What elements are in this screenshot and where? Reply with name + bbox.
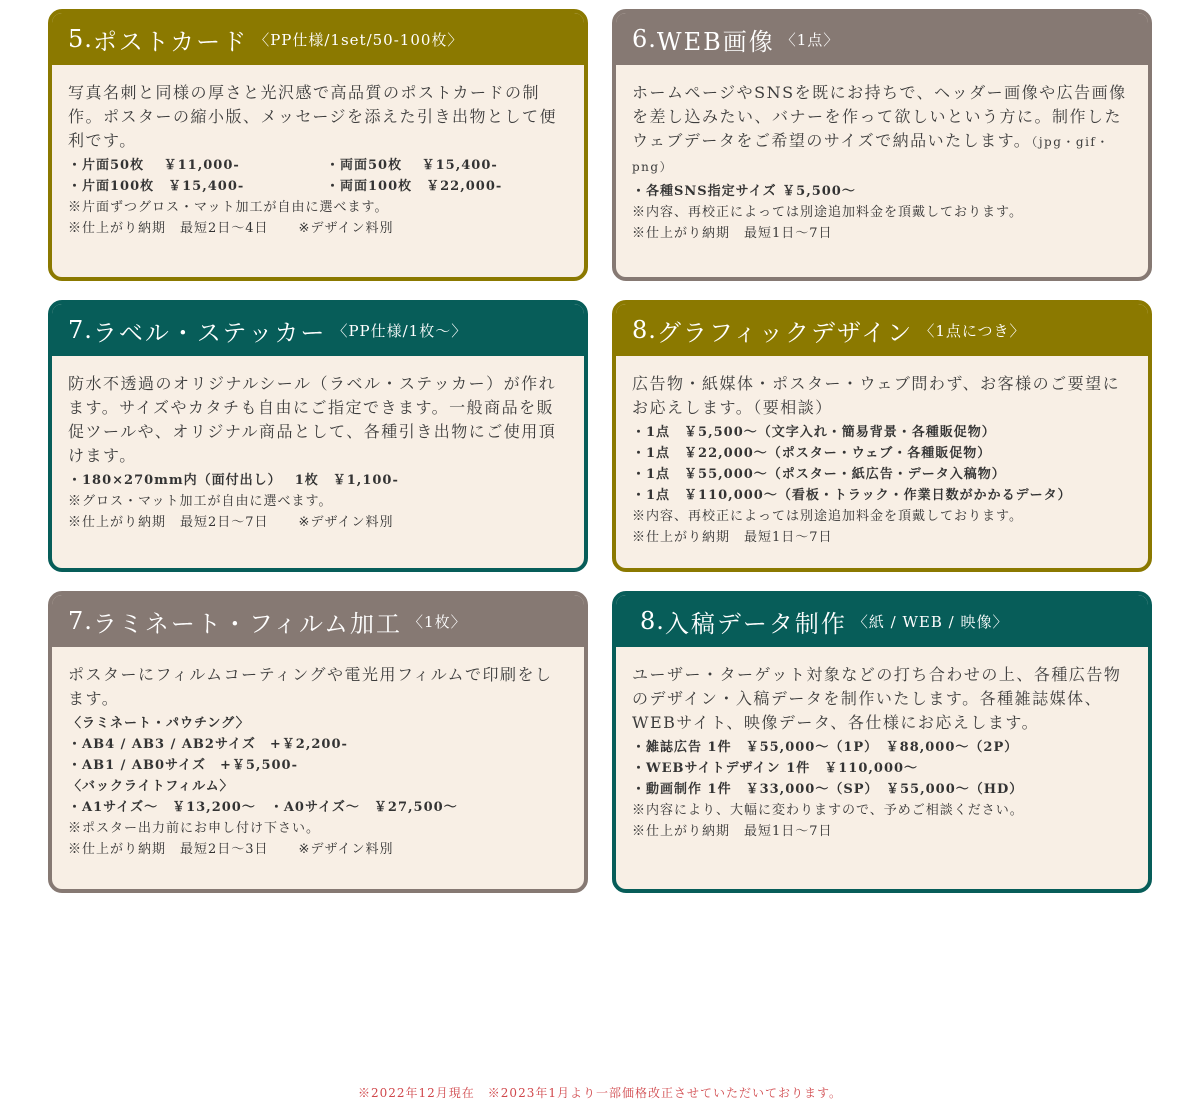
price-item: ・片面100枚 ￥15,400- (68, 179, 245, 194)
card-header (616, 595, 1148, 647)
card-number: 5. (68, 25, 93, 53)
card-description: ポスターにフィルムコーティングや電光用フィルムで印刷をします。 (68, 665, 553, 708)
card-number: 6. (632, 25, 657, 53)
note: ※内容、再校正によっては別途追加料金を頂戴しております。 (632, 205, 1023, 220)
card-header (52, 13, 584, 65)
card-subtitle: 〈1枚〉 (408, 612, 467, 631)
card-body (52, 647, 584, 860)
note: ※デザイン料別 (298, 221, 394, 236)
card-web-image (612, 9, 1152, 281)
card-description (632, 81, 1132, 179)
card-title: グラフィックデザイン (656, 318, 914, 347)
card-title: ポストカード (92, 27, 249, 56)
note-row (68, 218, 568, 239)
price-item: ・各種SNS指定サイズ ￥5,500～ (632, 184, 856, 199)
price-item: ・A1サイズ～ ￥13,200～ ・A0サイズ～ ￥27,500～ (68, 800, 458, 815)
price-item: ・AB4 / AB3 / AB2サイズ +￥2,200- (68, 737, 348, 752)
card-subtitle: 〈PP仕様/1枚～〉 (332, 321, 468, 340)
card-title: 入稿データ制作 (664, 609, 847, 638)
price-item: ・片面50枚 ￥11,000- (68, 158, 240, 173)
note: ※グロス・マット加工が自由に選べます。 (68, 494, 333, 509)
price-item: ・雑誌広告 1件 ￥55,000～（1P） ￥88,000～（2P） (632, 740, 1019, 755)
price-item: ・WEBサイトデザイン 1件 ￥110,000～ (632, 761, 919, 776)
note: ※仕上がり納期 最短1日～7日 (632, 226, 833, 241)
note: ※ポスター出力前にお申し付け下さい。 (68, 821, 321, 836)
price-item: ・両面100枚 ￥22,000- (326, 179, 503, 194)
card-number: 8. (632, 316, 657, 344)
price-item: ・1点 ￥55,000～（ポスター・紙広告・データ入稿物） (632, 467, 1006, 482)
note: ※内容、再校正によっては別途追加料金を頂戴しております。 (632, 509, 1023, 524)
note-row (68, 839, 568, 860)
section-label: 〈ラミネート・パウチング〉 (68, 716, 250, 731)
note: ※仕上がり納期 最短1日～7日 (632, 530, 833, 545)
card-body (52, 356, 584, 533)
note: ※仕上がり納期 最短1日～7日 (632, 824, 833, 839)
card-header (52, 595, 584, 647)
card-description: 広告物・紙媒体・ポスター・ウェブ問わず、お客様のご要望にお応えします。（要相談） (632, 374, 1121, 417)
card-subtitle: 〈1点〉 (780, 30, 840, 49)
note: ※片面ずつグロス・マット加工が自由に選べます。 (68, 200, 389, 215)
description-text: ホームページやSNSを既にお持ちで、ヘッダー画像や広告画像を差し込みたい、バナーを作って欲しいという方に。制作したウェブデータをご希望のサイズで納品いたします。 (632, 83, 1127, 150)
section-label: 〈バックライトフィルム〉 (68, 779, 234, 794)
card-header (52, 304, 584, 356)
note: ※デザイン料別 (298, 515, 394, 530)
card-subtitle: 〈PP仕様/1set/50-100枚〉 (254, 30, 464, 49)
card-laminate-film (48, 591, 588, 893)
card-subtitle: 〈1点につき〉 (919, 321, 1026, 340)
note: ※デザイン料別 (298, 842, 394, 857)
card-description: ユーザー・ターゲット対象などの打ち合わせの上、各種広告物のデザイン・入稿データを制作いたします。各種雑誌媒体、WEBサイト、映像データ、各仕様にお応えします。 (632, 665, 1122, 732)
card-body (616, 356, 1148, 548)
note: ※仕上がり納期 最短2日～7日 (68, 515, 269, 530)
card-header (616, 304, 1148, 356)
price-item: ・両面50枚 ￥15,400- (326, 158, 498, 173)
note: ※内容により、大幅に変わりますので、予めご相談ください。 (632, 803, 1024, 818)
card-body (616, 65, 1148, 244)
price-list (68, 155, 568, 197)
note: ※仕上がり納期 最短2日～4日 (68, 221, 269, 236)
note: ※仕上がり納期 最短2日～3日 (68, 842, 269, 857)
card-description: 防水不透過のオリジナルシール（ラベル・ステッカー）が作れます。サイズやカタチも自由にご指定できます。一般商品を販促ツールや、オリジナル商品として、各種引き出物にご使用頂けます。 (68, 374, 557, 465)
note-row (68, 512, 568, 533)
card-title: ラベル・ステッカー (92, 318, 327, 347)
price-item: ・180×270mm内（面付出し） 1枚 ￥1,100- (68, 473, 399, 488)
card-body (52, 65, 584, 239)
card-number: 8. (640, 607, 665, 635)
card-graphic-design (612, 300, 1152, 572)
card-label-sticker (48, 300, 588, 572)
price-item: ・動画制作 1件 ￥33,000～（SP） ￥55,000～（HD） (632, 782, 1024, 797)
card-postcard (48, 9, 588, 281)
card-submission-data (612, 591, 1152, 893)
card-number: 7. (68, 316, 93, 344)
card-title: WEB画像 (656, 27, 775, 56)
card-body (616, 647, 1148, 842)
price-item: ・1点 ￥22,000～（ポスター・ウェブ・各種販促物） (632, 446, 992, 461)
price-item: ・1点 ￥110,000～（看板・トラック・作業日数がかかるデータ） (632, 488, 1072, 503)
price-revision-footnote: ※2022年12月現在 ※2023年1月より一部価格改正させていただいております。 (357, 1086, 843, 1100)
file-formats: （jpg・gif・png） (632, 135, 1110, 174)
card-subtitle: 〈紙 / WEB / 映像〉 (852, 612, 1009, 631)
card-number: 7. (68, 607, 93, 635)
price-item: ・AB1 / AB0サイズ +￥5,500- (68, 758, 298, 773)
card-description: 写真名刺と同様の厚さと光沢感で高品質のポストカードの制作。ポスターの縮小版、メッセージを添えた引き出物として便利です。 (68, 83, 558, 150)
card-header (616, 13, 1148, 65)
card-title: ラミネート・フィルム加工 (92, 609, 403, 638)
price-item: ・1点 ￥5,500～（文字入れ・簡易背景・各種販促物） (632, 425, 996, 440)
